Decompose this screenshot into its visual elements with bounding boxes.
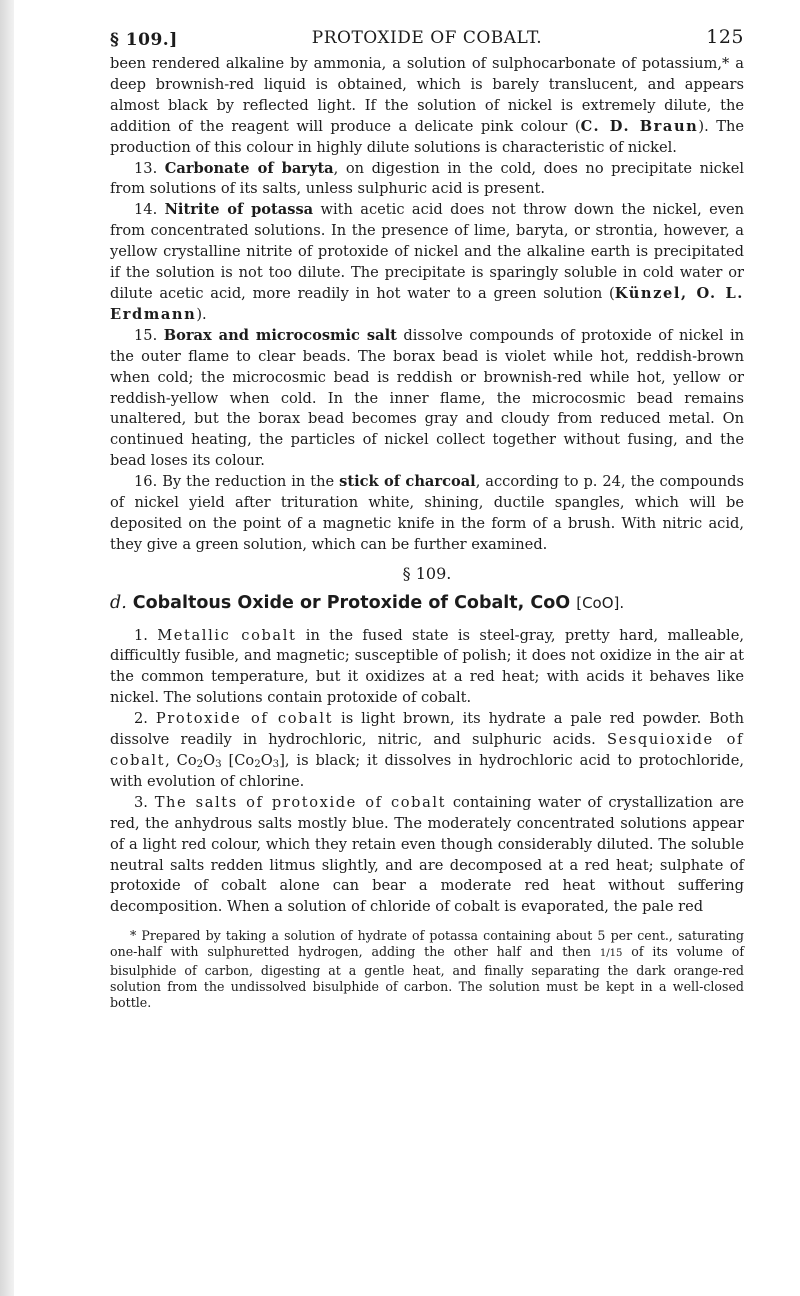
running-head	[110, 22, 744, 54]
substance-term: Metallic cobalt	[157, 626, 297, 644]
author-citation: Künzel, O. L. Erdmann	[110, 284, 744, 323]
paragraph-cobalt-3: 3. The salts of protoxide of cobalt containing water of crystallization are red, the anhydrous salts mostly blue. The moderately concentrated solutions appear of a light red colour, which they retain even though considerably diluted. The soluble neutral salts redden litmus slightly, and are decomposed at a red heat; sulphate of protoxide of cobalt alone can bear a moderate red heat without suffering decomposition. When a solution of chloride of cobalt is evaporated, the pale red	[110, 793, 744, 916]
paragraph-16: 16. By the reduction in the stick of charcoal, according to p. 24, the compounds of nickel yield after trituration white, shining, ductile spangles, which will be deposited on the point of a magnetic knife in the form of a brush. With nitric acid, they give a green solution, which can be further examined.	[110, 473, 744, 553]
reagent-term: stick of charcoal	[339, 473, 476, 491]
reagent-term: Nitrite of potassa	[164, 201, 314, 219]
section-mark: § 109.	[402, 563, 452, 583]
substance-term-2: Sesquioxide of cobalt	[110, 731, 745, 769]
paragraph-14: 14. Nitrite of potassa with acetic acid does not throw down the nickel, even from concentrated solutions. In the presence of lime, baryta, or strontia, however, a yellow crystalline nitrite of protoxide of nickel and the alkaline earth is precipitated if the solution is not too dilute. The precipitate is sparingly soluble in cold water or dilute acetic acid, more readily in hot water to a green solution (Künzel, O. L. Erdmann).	[110, 201, 744, 323]
heading-title: Cobaltous Oxide or Protoxide of Cobalt, CoO	[132, 592, 571, 613]
reagent-term: Carbonate of baryta	[164, 159, 334, 177]
substance-term: The salts of protoxide of cobalt	[154, 793, 447, 811]
paragraph-sulphocarbonate: been rendered alkaline by ammonia, a solution of sulphocarbonate of potassium,* a deep brownish-red liquid is obtained, which is barely translucent, and appears almost black by reflected light. If the solution of nickel is extremely dilute, the addition of the reagent will produce a delicate pink colour (C. D. Braun). The production of this colour in highly dilute solutions is characteristic of nickel.	[110, 55, 744, 156]
reagent-term: Borax and microcosmic salt	[163, 326, 397, 344]
paragraph-cobalt-2: 2. Protoxide of cobalt is light brown, its hydrate a pale red powder. Both dissolve readily in hydrochloric, nitric, and sulphuric acids. Sesquioxide of cobalt, $Co_2O_3$ $[Co_2O_3]$, is black; it dissolves in hydrochloric acid to protochloride, with evolution of chlorine.	[110, 710, 745, 790]
main-text	[110, 54, 744, 918]
chapter-heading	[110, 593, 744, 614]
page-binding-edge	[0, 0, 14, 1296]
footnote	[110, 928, 744, 1011]
paragraph-cobalt-1: 1. Metallic cobalt in the fused state is steel-gray, pretty hard, malleable, difficultly fusible, and magnetic; susceptible of polish; it does not oxidize in the air at the common temperature, but it oxidizes at a red heat; with acids it behaves like nickel. The solutions contain protoxide of cobalt.	[110, 626, 744, 707]
paragraph-number: 14.	[134, 201, 158, 219]
substance-term: Protoxide of cobalt	[155, 710, 334, 728]
paragraph-number: 16.	[134, 473, 158, 491]
author-citation: C. D. Braun	[580, 117, 699, 135]
paragraph-13: 13. Carbonate of baryta, on digestion in the cold, does no precipitate nickel from solutions of its salts, unless sulphuric acid is present.	[110, 159, 745, 198]
heading-letter: d.	[110, 592, 127, 613]
formula-sesquioxide: , $Co_2O_3$ $[Co_2O_3]$	[165, 752, 285, 770]
paragraph-number: 13.	[134, 159, 158, 177]
section-reference: § 109.]	[110, 30, 178, 50]
paragraph-number: 1.	[134, 626, 148, 644]
paragraph-number: 3.	[134, 793, 148, 811]
paragraph-15: 15. Borax and microcosmic salt dissolve compounds of protoxide of nickel in the outer flame to clear beads. The borax bead is violet while hot, reddish-brown when cold; the microcosmic bead is reddish or brownish-red while hot, yellow or reddish-yellow when cold. In the inner flame, the microcosmic bead remains unaltered, but the borax bead becomes gray and cloudy from reduced metal. On continued heating, the particles of nickel collect together without fusing, and the bead loses its colour.	[110, 326, 745, 470]
footnote-fraction: 1/15	[599, 948, 623, 960]
paragraph-number: 15.	[134, 326, 158, 344]
paragraph-number: 2.	[134, 710, 148, 728]
heading-formula: [CoO].	[576, 593, 625, 612]
footnote-text: * Prepared by taking a solution of hydrate of potassa containing about 5 per cent., saturating one-half with sulphuretted hydrogen, adding the other half and then 1/15 of its volume of bisulphide of carbon, digesting at a gentle heat, and finally separating the dark orange-red solution from the undissolved bisulphide of carbon. The solution must be kept in a well-closed bottle.	[110, 928, 744, 1011]
running-title: PROTOXIDE OF COBALT.	[311, 28, 543, 48]
page-number: 125	[706, 26, 744, 48]
